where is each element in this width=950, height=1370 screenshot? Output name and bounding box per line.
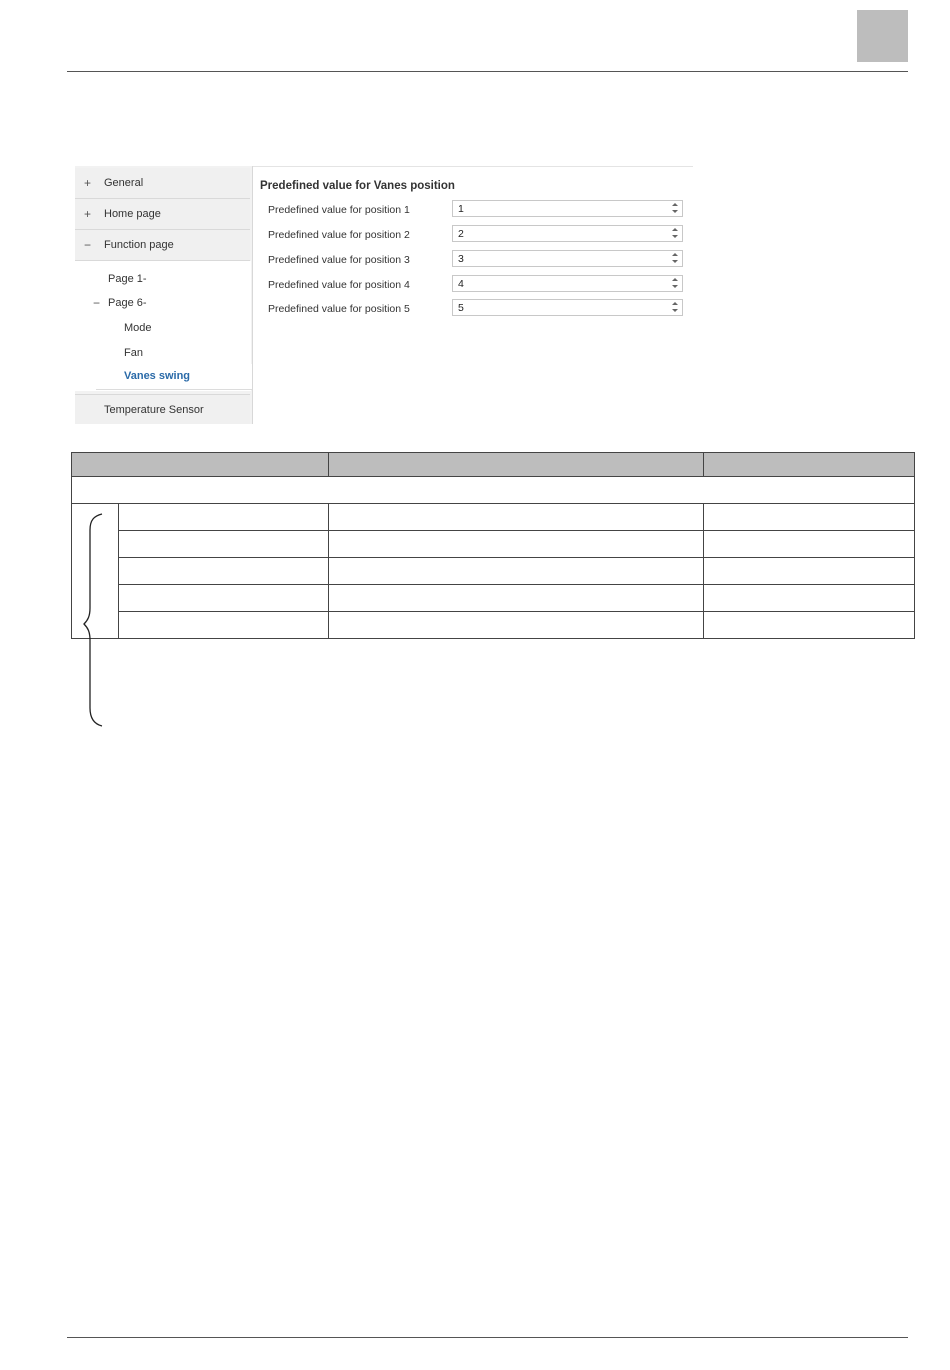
param-value: 1 [458,203,464,215]
sidebar-item-home-page[interactable] [75,199,250,230]
param-label: Predefined value for position 2 [268,229,410,241]
table-header-row [72,453,915,477]
sidebar-item-page-6[interactable] [93,296,147,310]
param-value: 4 [458,278,464,290]
param-label: Predefined value for position 3 [268,254,410,266]
param-row [253,299,693,319]
sidebar-item-label: Vanes swing [124,370,191,382]
sidebar-item-label: Home page [104,208,161,220]
table-row [72,558,915,585]
position-2-input[interactable] [452,225,683,242]
header-rule [67,71,908,72]
parameter-screenshot [75,166,695,424]
sidebar-item-vanes-swing[interactable] [96,364,252,390]
table-section-row [72,477,915,504]
page-corner-tab [857,10,908,62]
table-section-cell [72,477,915,504]
sidebar-item-temperature-sensor[interactable] [75,394,250,424]
sidebar-item-label: Function page [104,239,174,251]
table-row [72,531,915,558]
footer-rule [67,1337,908,1338]
table-header-cell [704,453,915,477]
param-row [253,200,693,220]
table-row [72,504,915,531]
collapse-icon[interactable]: − [84,238,92,252]
sidebar-item-fan[interactable] [124,347,143,359]
parameter-table [71,452,915,639]
param-value: 2 [458,228,464,240]
sidebar-item-page-1[interactable] [108,273,147,285]
position-1-input[interactable] [452,200,683,217]
sidebar-item-label: Temperature Sensor [104,404,204,416]
sidebar-item-label: Page 6- [108,297,147,309]
panel-title: Predefined value for Vanes position [260,180,455,192]
position-3-input[interactable] [452,250,683,267]
expand-icon[interactable]: + [84,176,92,190]
param-label: Predefined value for position 1 [268,204,410,216]
position-5-input[interactable] [452,299,683,316]
table-row [72,585,915,612]
spinner-icon[interactable] [671,276,679,291]
param-row [253,225,693,245]
param-value: 5 [458,302,464,314]
sidebar [75,166,253,424]
param-label: Predefined value for position 4 [268,279,410,291]
parameter-panel [253,166,693,424]
curly-brace-icon [82,512,106,728]
position-4-input[interactable] [452,275,683,292]
expand-icon[interactable]: + [84,207,92,221]
param-label: Predefined value for position 5 [268,303,410,315]
param-row [253,250,693,270]
sidebar-item-function-page[interactable] [75,230,250,261]
spinner-icon[interactable] [671,201,679,216]
sidebar-item-label: Mode [124,322,152,334]
param-value: 3 [458,253,464,265]
collapse-icon[interactable]: − [93,296,101,310]
table-row [72,612,915,639]
spinner-icon[interactable] [671,300,679,315]
sidebar-item-label: General [104,177,144,189]
sidebar-item-label: Fan [124,347,143,359]
table-header-cell [329,453,704,477]
sidebar-item-label: Page 1- [108,273,147,285]
param-row [253,275,693,295]
sidebar-item-mode[interactable] [124,322,152,334]
spinner-icon[interactable] [671,251,679,266]
table-header-cell [72,453,329,477]
sidebar-item-general[interactable] [75,168,250,199]
spinner-icon[interactable] [671,226,679,241]
